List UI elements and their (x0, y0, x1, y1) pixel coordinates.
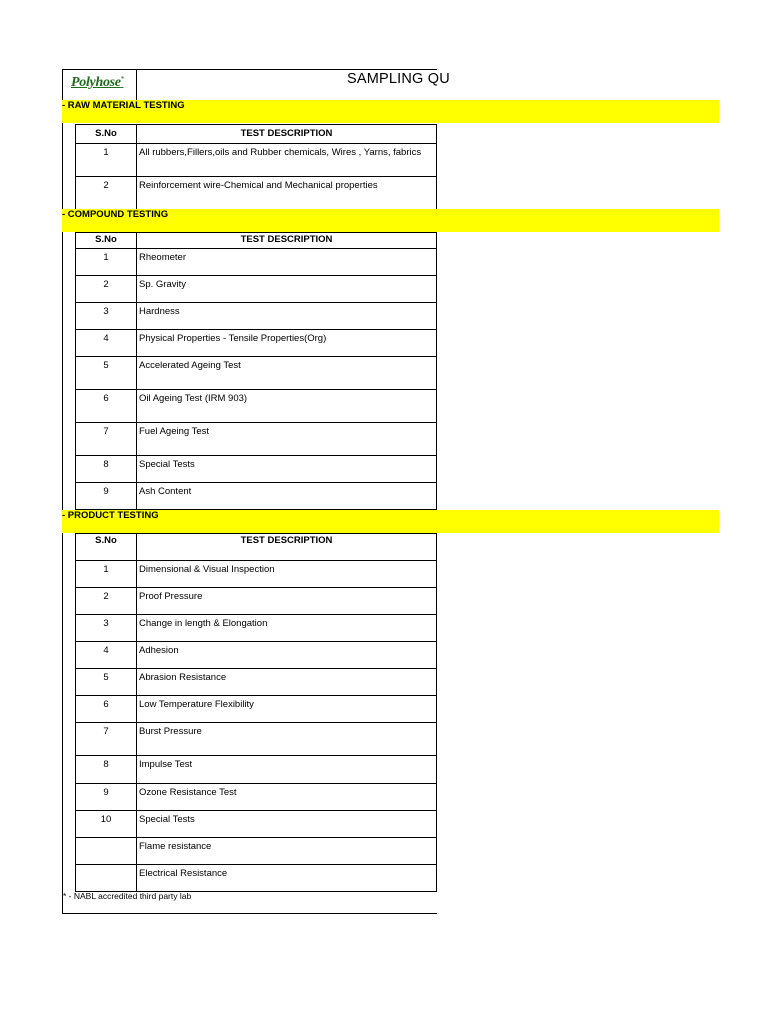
table-row-description: Low Temperature Flexibility (136, 695, 437, 723)
table-row-description: Burst Pressure (136, 722, 437, 756)
table-row-sno: 6 (75, 695, 137, 723)
table-row-sno: 1 (75, 143, 137, 177)
table-row-sno: 1 (75, 248, 137, 276)
table-row-sno: 8 (75, 755, 137, 784)
table-row-description: Fuel Ageing Test (136, 422, 437, 456)
table-row-sno: 9 (75, 482, 137, 510)
table-row-description: Special Tests (136, 455, 437, 483)
table-row-sno: 4 (75, 329, 137, 357)
logo-cell (62, 69, 136, 101)
sheet-bottom-border (62, 913, 437, 914)
table-row-description: Hardness (136, 302, 437, 330)
table-row-description: Abrasion Resistance (136, 668, 437, 696)
table-row-sno: 6 (75, 389, 137, 423)
table-row-description: Ash Content (136, 482, 437, 510)
table-row-sno (75, 864, 137, 892)
table-row-sno: 8 (75, 455, 137, 483)
table-row-sno: 3 (75, 614, 137, 642)
table-row-sno: 3 (75, 302, 137, 330)
table-row-description: Flame resistance (136, 837, 437, 865)
table-row-sno: 2 (75, 176, 137, 210)
table-row-description: Reinforcement wire-Chemical and Mechanical properties (136, 176, 437, 210)
column-header-sno: S.No (75, 232, 137, 249)
table-row-description: All rubbers,Fillers,oils and Rubber chemicals, Wires , Yarns, fabrics (136, 143, 437, 177)
table-row-sno: 5 (75, 668, 137, 696)
column-header-sno: S.No (75, 124, 137, 144)
title-cell (136, 69, 450, 101)
table-row-sno: 2 (75, 275, 137, 303)
section-band-compound (62, 209, 719, 232)
table-row-description: Physical Properties - Tensile Properties(Org) (136, 329, 437, 357)
table-row-description: Special Tests (136, 810, 437, 838)
table-row-description: Impulse Test (136, 755, 437, 784)
column-header-description: TEST DESCRIPTION (136, 533, 437, 561)
table-row-sno: 2 (75, 587, 137, 615)
table-row-description: Adhesion (136, 641, 437, 669)
table-row-description: Rheometer (136, 248, 437, 276)
section-band-product (62, 510, 719, 533)
table-row-sno: 1 (75, 560, 137, 588)
table-row-sno: 10 (75, 810, 137, 838)
table-row-description: Sp. Gravity (136, 275, 437, 303)
table-row-description: Electrical Resistance (136, 864, 437, 892)
polyhose-logo: Polyhose* (71, 75, 124, 90)
table-row-sno: 7 (75, 722, 137, 756)
table-row-sno: 5 (75, 356, 137, 390)
table-row-description: Dimensional & Visual Inspection (136, 560, 437, 588)
table-row-description: Ozone Resistance Test (136, 783, 437, 811)
section-band-raw-material (62, 100, 719, 123)
column-header-description: TEST DESCRIPTION (136, 124, 437, 144)
table-row-sno: 7 (75, 422, 137, 456)
section-title-raw-material: - RAW MATERIAL TESTING (62, 100, 185, 111)
section-title-compound: - COMPOUND TESTING (62, 209, 169, 220)
table-row-description: Change in length & Elongation (136, 614, 437, 642)
document-title: SAMPLING QU (347, 71, 450, 87)
footnote: * - NABL accredited third party lab (63, 891, 192, 901)
table-row-sno: 9 (75, 783, 137, 811)
column-header-description: TEST DESCRIPTION (136, 232, 437, 249)
table-row-description: Proof Pressure (136, 587, 437, 615)
section-title-product: - PRODUCT TESTING (62, 510, 159, 521)
column-header-sno: S.No (75, 533, 137, 561)
table-row-sno: 4 (75, 641, 137, 669)
table-row-description: Oil Ageing Test (IRM 903) (136, 389, 437, 423)
table-row-description: Accelerated Ageing Test (136, 356, 437, 390)
table-row-sno (75, 837, 137, 865)
